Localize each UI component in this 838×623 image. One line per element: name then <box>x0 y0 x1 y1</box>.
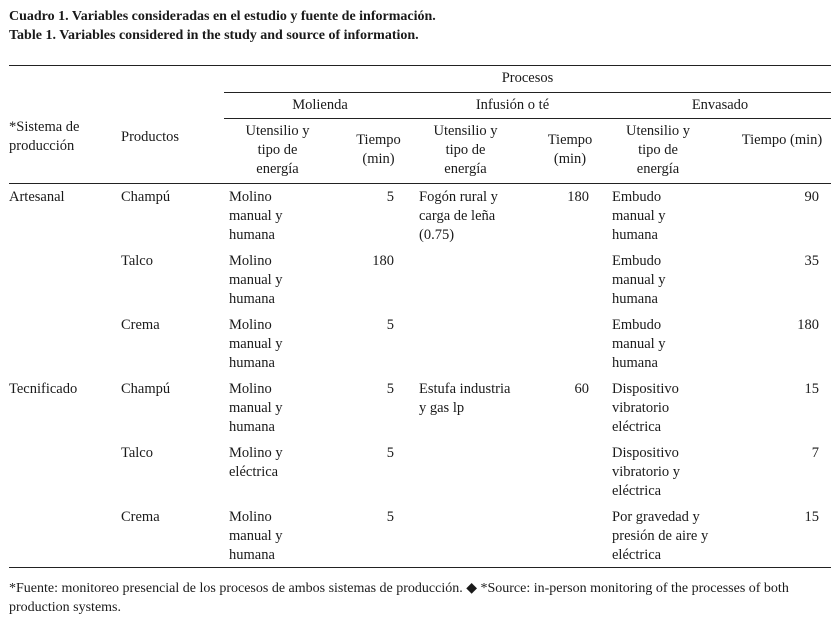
molienda-tiempo-cell: 180 <box>372 252 394 269</box>
infusion-utensilio-cell <box>416 444 531 508</box>
sistema-cell: Tecnificado <box>9 380 78 397</box>
producto-cell: Crema <box>121 316 160 333</box>
header-infusion: Infusión o té <box>416 92 609 118</box>
header-utensilio-infusion: Utensilio y tipo de energía <box>433 122 498 177</box>
producto-cell: Crema <box>121 508 160 525</box>
producto-cell: Talco <box>121 252 153 269</box>
sistema-cell: Artesanal <box>9 188 65 205</box>
sistema-cell <box>9 252 121 316</box>
molienda-tiempo-cell: 5 <box>386 508 394 525</box>
table-row <box>9 316 831 380</box>
header-molienda: Molienda <box>224 92 416 118</box>
envasado-utensilio-cell: Embudo manual y humana <box>612 252 666 307</box>
envasado-tiempo-cell: 15 <box>804 380 819 397</box>
table-row <box>9 508 831 568</box>
table-row <box>9 252 831 316</box>
sistema-cell <box>9 508 121 568</box>
producto-cell: Champú <box>121 380 171 397</box>
envasado-tiempo-cell: 15 <box>804 508 819 525</box>
envasado-utensilio-cell: Dispositivo vibratorio eléctrica <box>612 380 679 435</box>
infusion-tiempo-cell <box>531 508 609 568</box>
header-tiempo-molienda: Tiempo (min) <box>356 131 401 167</box>
molienda-utensilio-cell: Molino manual y humana <box>229 188 283 243</box>
header-utensilio-envasado: Utensilio y tipo de energía <box>625 122 691 177</box>
molienda-tiempo-cell: 5 <box>386 188 394 205</box>
envasado-utensilio-cell: Por gravedad y presión de aire y eléctrica <box>612 508 709 563</box>
infusion-tiempo-cell: 60 <box>574 380 589 397</box>
table-row <box>9 444 831 508</box>
sistema-cell <box>9 444 121 508</box>
envasado-tiempo-cell: 35 <box>804 252 819 269</box>
molienda-utensilio-cell: Molino manual y humana <box>229 252 283 307</box>
table-row <box>9 183 831 252</box>
envasado-utensilio-cell: Dispositivo vibratorio y eléctrica <box>612 444 681 499</box>
envasado-tiempo-cell: 90 <box>804 188 819 205</box>
header-tiempo-infusion: Tiempo (min) <box>547 131 593 167</box>
infusion-tiempo-cell <box>531 252 609 316</box>
header-procesos: Procesos <box>224 66 831 93</box>
molienda-utensilio-cell: Molino y eléctrica <box>229 444 283 480</box>
infusion-utensilio-cell <box>416 508 531 568</box>
molienda-utensilio-cell: Molino manual y humana <box>229 316 283 371</box>
molienda-tiempo-cell: 5 <box>386 316 394 333</box>
envasado-utensilio-cell: Embudo manual y humana <box>612 316 666 371</box>
caption-spanish: Cuadro 1. Variables consideradas en el estudio y fuente de información. <box>9 9 436 24</box>
producto-cell: Talco <box>121 444 153 461</box>
infusion-tiempo-cell: 180 <box>567 188 589 205</box>
envasado-utensilio-cell: Embudo manual y humana <box>612 188 666 243</box>
envasado-tiempo-cell: 7 <box>811 444 819 461</box>
table-footnote: *Fuente: monitoreo presencial de los procesos de ambos sistemas de producción. ◆ *Source: in-person monitoring of the processes of both production systems. <box>9 581 789 615</box>
infusion-utensilio-cell: Fogón rural y carga de leña (0.75) <box>419 188 498 243</box>
header-envasado: Envasado <box>609 92 831 118</box>
molienda-tiempo-cell: 5 <box>386 380 394 397</box>
header-utensilio-molienda: Utensilio y tipo de energía <box>245 122 310 177</box>
header-tiempo-envasado: Tiempo (min) <box>741 131 823 148</box>
infusion-tiempo-cell <box>531 316 609 380</box>
envasado-tiempo-cell: 180 <box>797 316 819 333</box>
infusion-utensilio-cell: Estufa industria y gas lp <box>419 380 511 416</box>
caption-english: Table 1. Variables considered in the study and source of information. <box>9 28 419 43</box>
sistema-cell <box>9 316 121 380</box>
molienda-tiempo-cell: 5 <box>386 444 394 461</box>
data-table <box>9 65 831 568</box>
molienda-utensilio-cell: Molino manual y humana <box>229 380 283 435</box>
molienda-utensilio-cell: Molino manual y humana <box>229 508 283 563</box>
table-row <box>9 380 831 444</box>
header-sistema: *Sistema de producción <box>9 119 80 155</box>
header-productos: Productos <box>121 128 179 145</box>
infusion-utensilio-cell <box>416 316 531 380</box>
table-caption <box>9 7 829 45</box>
infusion-tiempo-cell <box>531 444 609 508</box>
infusion-utensilio-cell <box>416 252 531 316</box>
producto-cell: Champú <box>121 188 171 205</box>
